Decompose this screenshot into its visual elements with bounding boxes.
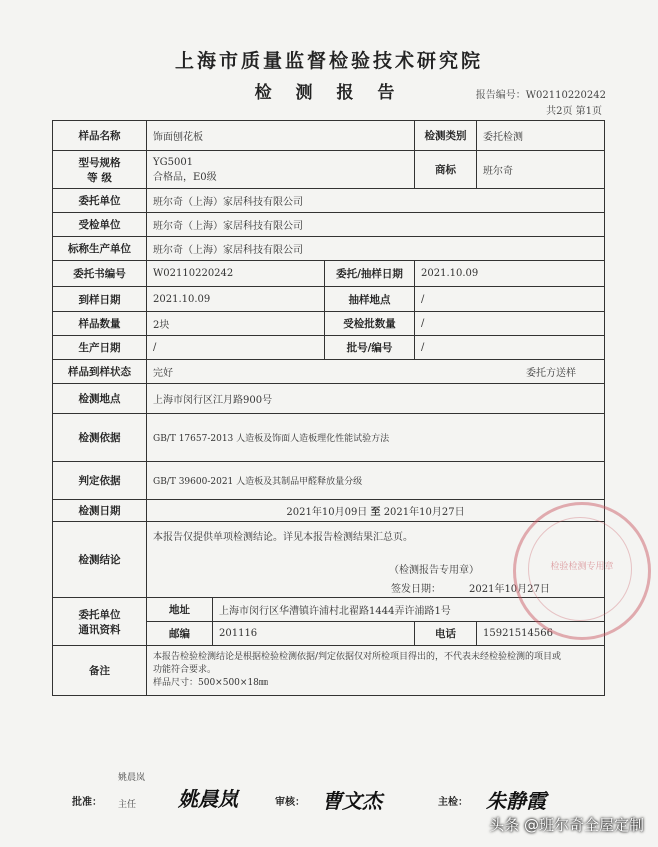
- page-count: 共2页 第1页: [546, 106, 602, 117]
- issue-date-value: 2021年10月27日: [469, 584, 550, 595]
- condition-text: 完好: [153, 368, 173, 379]
- value-manufacturer: 班尔奇（上海）家居科技有限公司: [147, 237, 605, 261]
- label-test-location: 检测地点: [53, 384, 147, 414]
- value-conclusion: [147, 522, 614, 598]
- label-arrival-date: 到样日期: [53, 287, 147, 312]
- value-arrival-date: 2021.10.09: [147, 287, 325, 312]
- label-sampling-place: 抽样地点: [325, 287, 415, 312]
- label-address: 地址: [147, 598, 213, 622]
- value-address: 上海市闵行区华漕镇许浦村北翟路1444弄许浦路1号: [213, 598, 605, 622]
- check-label: 主检：: [438, 797, 468, 808]
- value-sample-condition: [147, 360, 605, 384]
- approver-signature: 姚晨岚: [178, 787, 238, 811]
- label-batch-qty: 受检批数量: [325, 312, 415, 336]
- label-phone: 电话: [415, 622, 477, 646]
- value-inspected-unit: 班尔奇（上海）家居科技有限公司: [147, 213, 605, 237]
- conclusion-text: 本报告仅提供单项检测结论。详见本报告检测结果汇总页。: [153, 532, 413, 543]
- value-judgment-basis: GB/T 39600-2021 人造板及其制品甲醛释放量分级: [147, 462, 605, 500]
- value-test-date: [147, 500, 605, 522]
- value-batch-no: /: [415, 336, 605, 360]
- label-test-type: 检测类别: [415, 121, 477, 151]
- value-sample-name: 饰面刨花板: [147, 121, 415, 151]
- label-model: 型号规格: [78, 156, 121, 169]
- report-number: [476, 86, 606, 101]
- value-model: YG5001: [153, 156, 194, 168]
- value-model-grade: [147, 151, 415, 189]
- value-test-type: 委托检测: [477, 121, 605, 151]
- value-test-basis: GB/T 17657-2013 人造板及饰面人造板理化性能试验方法: [147, 414, 605, 462]
- label-commission-no: 委托书编号: [53, 261, 147, 287]
- test-date-to-word: 至: [370, 507, 381, 518]
- watermark: 头条 @班尔奇全屋定制: [489, 816, 644, 834]
- label-test-date: 检测日期: [53, 500, 147, 522]
- value-test-location: 上海市闵行区江月路900号: [147, 384, 605, 414]
- review-label: 审核：: [275, 797, 305, 808]
- conclusion-seal-label: （检测报告专用章）: [389, 565, 479, 576]
- issue-date-label: 签发日期：: [391, 584, 441, 595]
- label-remarks: 备注: [53, 646, 147, 696]
- remarks-line3: 样品尺寸：500×500×18㎜: [153, 678, 268, 688]
- approve-label: 批准：: [72, 797, 102, 808]
- label-model-grade: [53, 151, 147, 189]
- label-batch-no: 批号/编号: [325, 336, 415, 360]
- label-test-basis: 检测依据: [53, 414, 147, 462]
- report-number-value: W02110220242: [525, 90, 606, 101]
- report-table: [52, 120, 614, 696]
- value-grade: 合格品，E0级: [153, 171, 217, 183]
- label-client: 委托单位: [53, 189, 147, 213]
- remarks-line1: 本报告检验检测结论是根据检验检测依据/判定依据仅对所检项目得出的，不代表未经检验检测的项目或: [153, 652, 562, 662]
- label-trademark: 商标: [415, 151, 477, 189]
- label-judgment-basis: 判定依据: [53, 462, 147, 500]
- value-postcode: 201116: [213, 622, 415, 646]
- institute-name: 上海市质量监督检验技术研究院: [174, 50, 483, 72]
- label-contact-line1: 委托单位: [78, 608, 121, 621]
- official-seal-icon: 检验检测专用章: [513, 502, 651, 640]
- checker-signature: 朱静霞: [486, 789, 546, 813]
- value-quantity: 2块: [147, 312, 325, 336]
- label-inspected-unit: 受检单位: [53, 213, 147, 237]
- report-title: 检 测 报 告: [254, 83, 404, 103]
- label-production-date: 生产日期: [53, 336, 147, 360]
- remarks-line2: 功能符合要求。: [153, 665, 217, 675]
- value-sampling-place: /: [415, 287, 605, 312]
- value-trademark: 班尔奇: [477, 151, 605, 189]
- label-sample-condition: 样品到样状态: [53, 360, 147, 384]
- label-postcode: 邮编: [147, 622, 213, 646]
- value-commission-no: W02110220242: [147, 261, 325, 287]
- value-production-date: /: [147, 336, 325, 360]
- approver-title: 主任: [118, 800, 137, 810]
- report-number-label: 报告编号：: [475, 90, 526, 101]
- label-conclusion: 检测结论: [53, 522, 147, 598]
- label-commission-date: 委托/抽样日期: [325, 261, 415, 287]
- label-grade: 等 级: [87, 171, 112, 184]
- value-client: 班尔奇（上海）家居科技有限公司: [147, 189, 605, 213]
- label-contact-line2: 通讯资料: [78, 623, 121, 636]
- label-quantity: 样品数量: [53, 312, 147, 336]
- label-sample-name: 样品名称: [53, 121, 147, 151]
- value-phone: 15921514566: [477, 622, 605, 646]
- test-date-to: 2021年10月27日: [383, 507, 465, 518]
- condition-extra: 委托方送样: [526, 368, 576, 379]
- label-contact: [53, 598, 147, 646]
- issue-date: [153, 580, 598, 595]
- value-commission-date: 2021.10.09: [415, 261, 605, 287]
- value-batch-qty: /: [415, 312, 605, 336]
- value-remarks: [147, 646, 605, 696]
- test-date-from: 2021年10月09日: [286, 507, 368, 518]
- label-manufacturer: 标称生产单位: [53, 237, 147, 261]
- reviewer-signature: 曹文杰: [322, 789, 382, 813]
- approver-name: 姚晨岚: [118, 773, 146, 783]
